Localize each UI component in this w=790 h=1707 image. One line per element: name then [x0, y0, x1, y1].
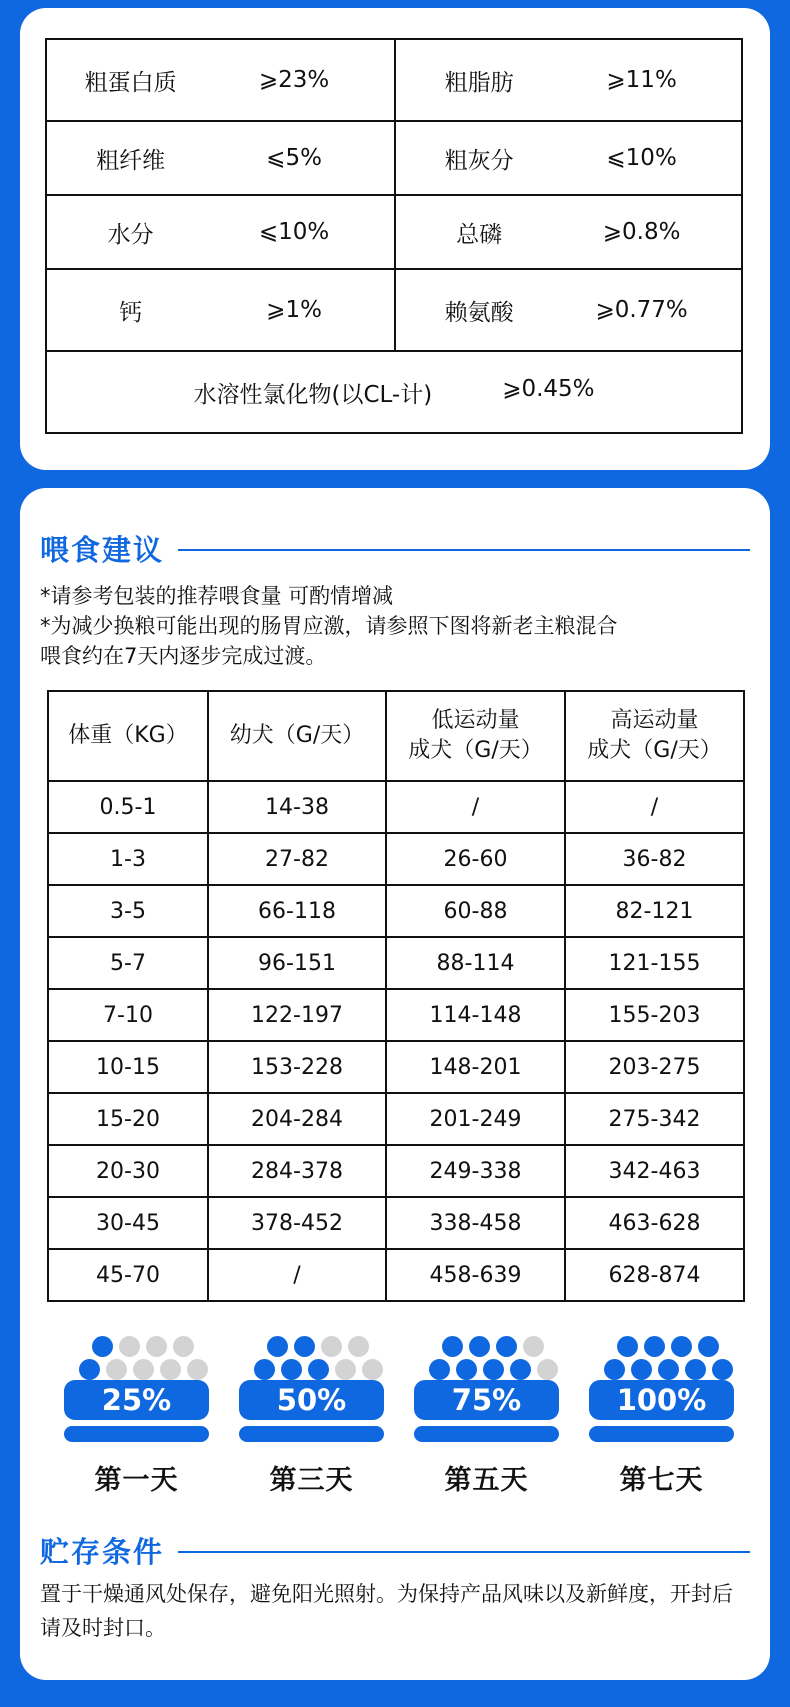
table-cell: 155-203 — [565, 989, 744, 1041]
table-cell: 122-197 — [208, 989, 386, 1041]
table-cell: 82-121 — [565, 885, 744, 937]
feeding-title: 喂食建议 — [40, 533, 165, 567]
bowl-base — [589, 1426, 734, 1442]
new-food-dot — [671, 1336, 692, 1357]
new-food-dot — [254, 1359, 275, 1380]
storage-text: 置于干燥通风处保存，避免阳光照射。为保持产品风味以及新鲜度，开封后请及时封口。 — [40, 1582, 733, 1640]
storage-title: 贮存条件 — [40, 1535, 165, 1569]
old-food-dot — [537, 1359, 558, 1380]
nutrient-label: 钙 — [119, 299, 143, 326]
feeding-table-body — [48, 781, 744, 1301]
nutrient-value: ⩾11% — [606, 67, 677, 93]
day-label: 第七天 — [619, 1465, 704, 1496]
old-food-dot — [523, 1336, 544, 1357]
new-food-dot — [456, 1359, 477, 1380]
column-header — [386, 691, 565, 781]
nutrient-value: ⩾1% — [266, 297, 322, 323]
column-header — [565, 691, 744, 781]
nutrient-label: 粗蛋白质 — [84, 69, 177, 96]
new-food-dot — [617, 1336, 638, 1357]
table-cell: 458-639 — [386, 1249, 565, 1301]
table-cell: 20-30 — [48, 1145, 208, 1197]
feeding-note: *请参考包装的推荐喂食量 可酌情增减 — [40, 584, 394, 608]
bowl-base — [64, 1426, 209, 1442]
nutrient-value: ⩽10% — [606, 145, 677, 171]
new-food-dot — [267, 1336, 288, 1357]
food-mix-dots — [247, 1336, 377, 1380]
food-mix-dots — [597, 1336, 727, 1380]
old-food-dot — [321, 1336, 342, 1357]
new-food-dot — [79, 1359, 100, 1380]
feeding-section-header — [40, 528, 750, 569]
nutrition-row — [46, 39, 742, 121]
table-cell: 88-114 — [386, 937, 565, 989]
nutrition-cell — [395, 39, 742, 121]
old-food-dot — [187, 1359, 208, 1380]
storage-section-header — [40, 1530, 750, 1571]
table-cell: 203-275 — [565, 1041, 744, 1093]
feeding-table — [47, 690, 745, 1302]
transition-step — [239, 1336, 384, 1497]
nutrition-cell — [395, 121, 742, 195]
nutrient-label: 赖氨酸 — [444, 299, 514, 326]
transition-step — [589, 1336, 734, 1497]
nutrition-row — [46, 269, 742, 351]
column-header-line: 低运动量 — [431, 708, 520, 733]
transition-step — [64, 1336, 209, 1497]
nutrition-cell — [46, 121, 395, 195]
nutrition-cell — [46, 195, 395, 269]
nutrient-label: 粗灰分 — [444, 147, 514, 174]
food-mix-dots — [72, 1336, 202, 1380]
table-row — [48, 781, 744, 833]
table-cell: 36-82 — [565, 833, 744, 885]
table-cell: 0.5-1 — [48, 781, 208, 833]
table-row — [48, 1145, 744, 1197]
table-cell: 30-45 — [48, 1197, 208, 1249]
table-row — [48, 1249, 744, 1301]
table-cell: 7-10 — [48, 989, 208, 1041]
table-cell: 284-378 — [208, 1145, 386, 1197]
new-food-dot — [631, 1359, 652, 1380]
new-food-dot — [429, 1359, 450, 1380]
new-food-dot — [685, 1359, 706, 1380]
column-header-line: 体重（KG） — [68, 723, 188, 748]
old-food-dot — [133, 1359, 154, 1380]
table-cell: 60-88 — [386, 885, 565, 937]
table-cell: 5-7 — [48, 937, 208, 989]
transition-schedule — [64, 1336, 734, 1497]
nutrient-value: ⩾0.8% — [602, 219, 681, 245]
table-cell: 96-151 — [208, 937, 386, 989]
column-header-line: 幼犬（G/天） — [229, 723, 365, 748]
nutrient-value: ⩾0.45% — [502, 375, 595, 402]
table-row — [48, 885, 744, 937]
table-cell: 153-228 — [208, 1041, 386, 1093]
table-cell: 275-342 — [565, 1093, 744, 1145]
column-header-line: 成犬（G/天） — [408, 738, 543, 763]
percent-badge: 75% — [414, 1380, 559, 1420]
nutrient-label: 粗纤维 — [96, 147, 166, 174]
table-cell: / — [208, 1249, 386, 1301]
bowl-base — [414, 1426, 559, 1442]
new-food-dot — [658, 1359, 679, 1380]
table-row — [48, 833, 744, 885]
table-cell: / — [565, 781, 744, 833]
nutrient-label: 水溶性氯化物(以CL-计) — [193, 381, 433, 408]
old-food-dot — [146, 1336, 167, 1357]
table-cell: 45-70 — [48, 1249, 208, 1301]
column-header — [208, 691, 386, 781]
new-food-dot — [510, 1359, 531, 1380]
table-cell: 15-20 — [48, 1093, 208, 1145]
table-cell: 204-284 — [208, 1093, 386, 1145]
new-food-dot — [604, 1359, 625, 1380]
old-food-dot — [160, 1359, 181, 1380]
old-food-dot — [119, 1336, 140, 1357]
nutrition-row — [46, 195, 742, 269]
table-cell: 10-15 — [48, 1041, 208, 1093]
new-food-dot — [644, 1336, 665, 1357]
new-food-dot — [294, 1336, 315, 1357]
nutrient-label: 水分 — [107, 221, 154, 248]
table-cell: 342-463 — [565, 1145, 744, 1197]
day-label: 第五天 — [444, 1465, 529, 1496]
column-header-line: 高运动量 — [610, 708, 699, 733]
new-food-dot — [92, 1336, 113, 1357]
table-cell: 628-874 — [565, 1249, 744, 1301]
old-food-dot — [362, 1359, 383, 1380]
table-cell: 26-60 — [386, 833, 565, 885]
new-food-dot — [469, 1336, 490, 1357]
column-header-line: 成犬（G/天） — [587, 738, 722, 763]
nutrition-cell — [46, 39, 395, 121]
nutrient-label: 总磷 — [456, 221, 503, 248]
nutrition-cell-full — [46, 351, 742, 433]
nutrient-value: ⩽10% — [258, 219, 330, 245]
table-row — [48, 1093, 744, 1145]
feeding-note: 喂食约在7天内逐步完成过渡。 — [40, 644, 327, 668]
nutrient-value: ⩾0.77% — [595, 297, 688, 323]
nutrient-value: ⩽5% — [266, 145, 322, 171]
divider — [178, 1551, 750, 1553]
nutrition-row — [46, 351, 742, 433]
new-food-dot — [483, 1359, 504, 1380]
table-cell: 14-38 — [208, 781, 386, 833]
feeding-header-row — [48, 691, 744, 781]
new-food-dot — [496, 1336, 517, 1357]
table-row — [48, 1197, 744, 1249]
nutrition-table — [45, 38, 743, 434]
table-cell: 338-458 — [386, 1197, 565, 1249]
transition-step — [414, 1336, 559, 1497]
percent-badge: 100% — [589, 1380, 734, 1420]
table-row — [48, 937, 744, 989]
percent-badge: 25% — [64, 1380, 209, 1420]
percent-badge: 50% — [239, 1380, 384, 1420]
table-row — [48, 1041, 744, 1093]
table-cell: 378-452 — [208, 1197, 386, 1249]
table-cell: 1-3 — [48, 833, 208, 885]
table-cell: 201-249 — [386, 1093, 565, 1145]
feeding-notes — [40, 581, 740, 671]
old-food-dot — [348, 1336, 369, 1357]
nutrient-label: 粗脂肪 — [444, 69, 514, 96]
new-food-dot — [712, 1359, 733, 1380]
table-row — [48, 989, 744, 1041]
old-food-dot — [106, 1359, 127, 1380]
new-food-dot — [442, 1336, 463, 1357]
nutrition-cell — [395, 269, 742, 351]
table-cell: 121-155 — [565, 937, 744, 989]
day-label: 第三天 — [269, 1465, 354, 1496]
old-food-dot — [173, 1336, 194, 1357]
nutrition-cell — [46, 269, 395, 351]
table-cell: / — [386, 781, 565, 833]
day-label: 第一天 — [94, 1465, 179, 1496]
food-mix-dots — [422, 1336, 552, 1380]
nutrition-cell — [395, 195, 742, 269]
new-food-dot — [281, 1359, 302, 1380]
table-cell: 27-82 — [208, 833, 386, 885]
nutrient-value: ⩾23% — [258, 67, 330, 93]
divider — [178, 549, 750, 551]
table-cell: 249-338 — [386, 1145, 565, 1197]
old-food-dot — [335, 1359, 356, 1380]
table-cell: 66-118 — [208, 885, 386, 937]
table-cell: 3-5 — [48, 885, 208, 937]
table-cell: 114-148 — [386, 989, 565, 1041]
new-food-dot — [308, 1359, 329, 1380]
feeding-note: *为减少换粮可能出现的肠胃应激，请参照下图将新老主粮混合 — [40, 614, 618, 638]
table-cell: 463-628 — [565, 1197, 744, 1249]
table-cell: 148-201 — [386, 1041, 565, 1093]
new-food-dot — [698, 1336, 719, 1357]
column-header — [48, 691, 208, 781]
bowl-base — [239, 1426, 384, 1442]
nutrition-row — [46, 121, 742, 195]
